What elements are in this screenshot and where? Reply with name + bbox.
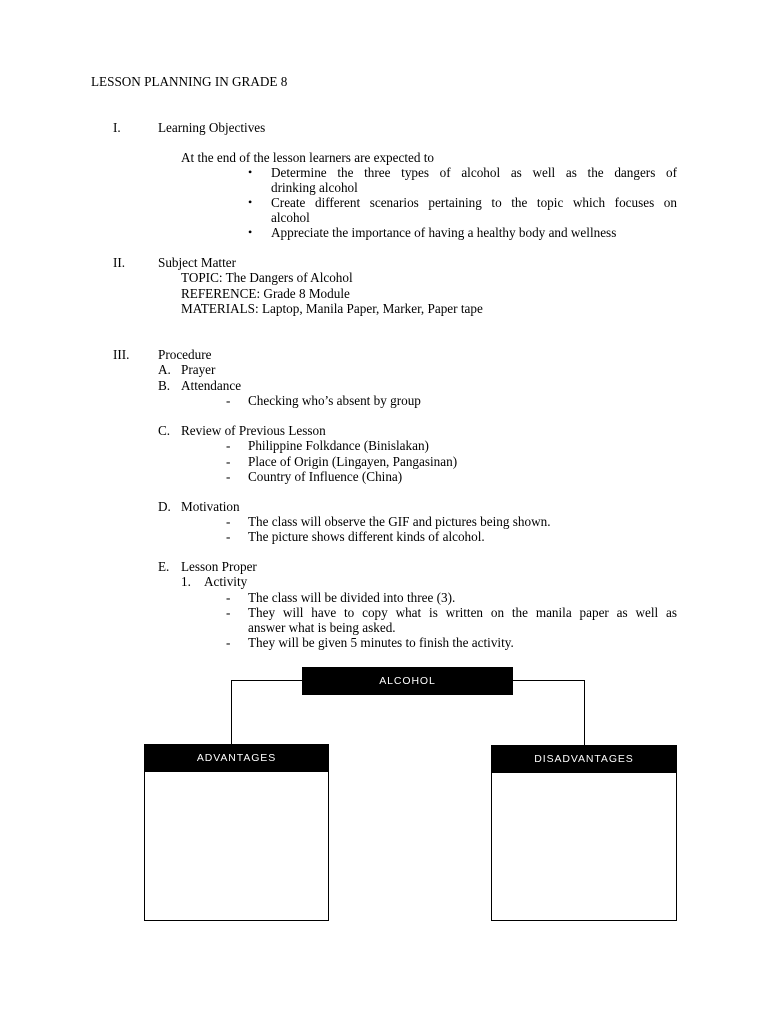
section-numeral-procedure: III. [113, 347, 130, 362]
section-heading-objectives: Learning Objectives [158, 120, 266, 135]
activity-item: The class will be divided into three (3). [248, 590, 456, 605]
procedure-marker: A. [158, 362, 171, 377]
objective-item: Create different scenarios pertaining to the topic which focuses on [271, 195, 677, 210]
procedure-prayer: Prayer [181, 362, 216, 377]
section-numeral-subject: II. [113, 255, 126, 270]
review-item: Place of Origin (Lingayen, Pangasinan) [248, 454, 458, 469]
subject-materials: MATERIALS: Laptop, Manila Paper, Marker, Paper tape [181, 301, 483, 316]
dash-marker: - [226, 529, 231, 544]
motivation-item: The picture shows different kinds of alcohol. [248, 529, 485, 544]
objectives-intro: At the end of the lesson learners are expected to [181, 150, 435, 165]
disadvantages-box [491, 772, 677, 921]
bullet-icon: • [248, 165, 253, 179]
dash-marker: - [226, 393, 231, 408]
procedure-marker: D. [158, 499, 171, 514]
connector-left-vertical [231, 680, 232, 745]
procedure-lesson-proper: Lesson Proper [181, 559, 257, 574]
procedure-sub-marker: 1. [181, 574, 191, 589]
page-title: LESSON PLANNING IN GRADE 8 [91, 74, 288, 89]
advantages-box [144, 771, 329, 921]
procedure-marker: E. [158, 559, 170, 574]
subject-reference: REFERENCE: Grade 8 Module [181, 286, 350, 301]
dash-marker: - [226, 438, 231, 453]
dash-marker: - [226, 469, 231, 484]
dash-marker: - [226, 590, 231, 605]
review-item: Country of Influence (China) [248, 469, 403, 484]
bullet-icon: • [248, 195, 253, 209]
dash-marker: - [226, 514, 231, 529]
procedure-review: Review of Previous Lesson [181, 423, 326, 438]
procedure-marker: C. [158, 423, 171, 438]
connector-left-horizontal [231, 680, 302, 681]
diagram-root-header: ALCOHOL [302, 667, 513, 695]
advantages-header: ADVANTAGES [144, 744, 329, 772]
objective-item-cont: drinking alcohol [271, 180, 358, 195]
review-item: Philippine Folkdance (Binislakan) [248, 438, 429, 453]
activity-item: They will have to copy what is written on the manila paper as well as [248, 605, 677, 620]
motivation-item: The class will observe the GIF and pictures being shown. [248, 514, 551, 529]
objective-item: Determine the three types of alcohol as well as the dangers of [271, 165, 677, 180]
objective-item-cont: alcohol [271, 210, 310, 225]
disadvantages-header: DISADVANTAGES [491, 745, 677, 773]
bullet-icon: • [248, 225, 253, 239]
procedure-marker: B. [158, 378, 171, 393]
attendance-item: Checking who’s absent by group [248, 393, 421, 408]
section-heading-subject: Subject Matter [158, 255, 237, 270]
section-heading-procedure: Procedure [158, 347, 212, 362]
activity-item-cont: answer what is being asked. [248, 620, 396, 635]
subject-topic: TOPIC: The Dangers of Alcohol [181, 270, 353, 285]
dash-marker: - [226, 635, 231, 650]
procedure-activity: Activity [204, 574, 248, 589]
dash-marker: - [226, 605, 231, 620]
activity-item: They will be given 5 minutes to finish the activity. [248, 635, 514, 650]
connector-right-horizontal [512, 680, 585, 681]
connector-right-vertical [584, 680, 585, 746]
objective-item: Appreciate the importance of having a healthy body and wellness [271, 225, 617, 240]
procedure-attendance: Attendance [181, 378, 242, 393]
procedure-motivation: Motivation [181, 499, 240, 514]
dash-marker: - [226, 454, 231, 469]
section-numeral-objectives: I. [113, 120, 121, 135]
